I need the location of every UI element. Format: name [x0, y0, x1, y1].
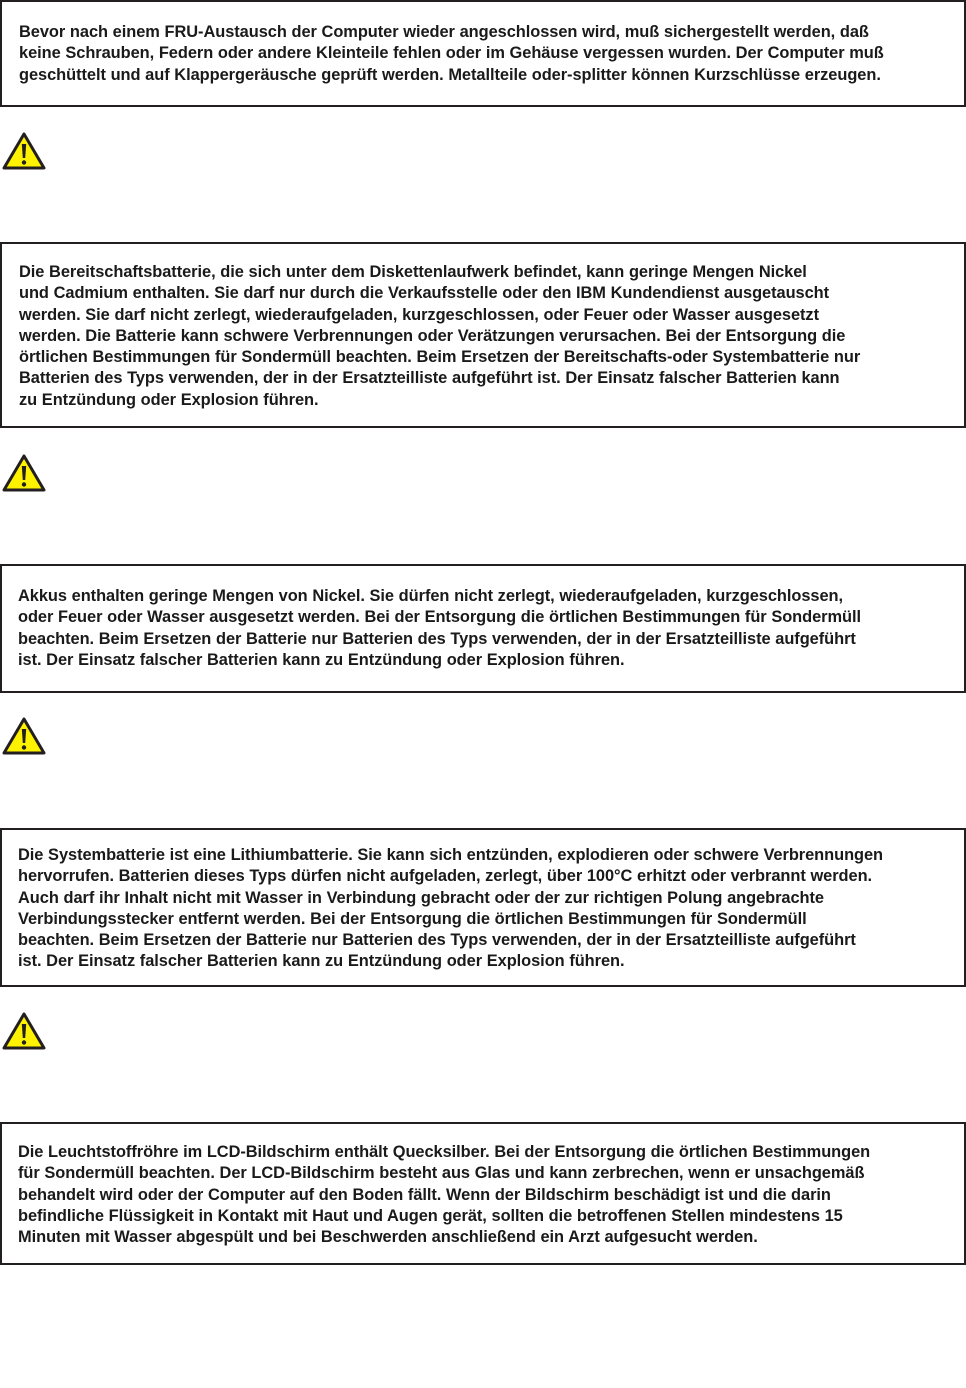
warning-triangle-icon — [2, 132, 46, 170]
warning-triangle-icon — [2, 454, 46, 492]
notice-box-lithium-battery — [0, 828, 966, 987]
notice-box-standby-battery — [0, 242, 966, 428]
notice-text-nickel-akkus: Akkus enthalten geringe Mengen von Nickel. Sie dürfen nicht zerlegt, wiederaufgeladen, kurzgeschlossen, oder Feuer oder Wasser ausgesetzt werden. Bei der Entsorgung die örtlichen Bestimmungen für Sondermüll beachten. Beim Ersetzen der Batterie nur Batterien des Typs verwenden, der in der Ersatzteilliste aufgeführt ist. Der Einsatz falscher Batterien kann zu Entzündung oder Explosion führen. — [18, 587, 861, 669]
warning-triangle-icon — [2, 1012, 46, 1050]
notice-text-lithium-battery: Die Systembatterie ist eine Lithiumbatterie. Sie kann sich entzünden, explodieren oder schwere Verbrennungen hervorrufen. Batterien dieses Typs dürfen nicht aufgeladen, zerlegt, über 100°C erhitzt oder verbrannt werden. Auch darf ihr Inhalt nicht mit Wasser in Verbindung gebracht oder der zur richtigen Polung angebrachte Verbindungsstecker entfernt werden. Bei der Entsorgung die örtlichen Bestimmungen für Sondermüll beachten. Beim Ersetzen der Batterie nur Batterien des Typs verwenden, der in der Ersatzteilliste aufgeführt ist. Der Einsatz falscher Batterien kann zu Entzündung oder Explosion führen. — [18, 846, 884, 971]
notice-text-standby-battery: Die Bereitschaftsbatterie, die sich unter dem Diskettenlaufwerk befindet, kann geringe Mengen Nickel und Cadmium enthalten. Sie darf nur durch die Verkaufsstelle oder den IBM Kundendienst ausgetauscht werden. Sie darf nicht zerlegt, wiederaufgeladen, kurzgeschlossen, oder Feuer oder Wasser ausgesetzt werden. Die Batterie kann schwere Verbrennungen oder Verätzungen verursachen. Bei der Entsorgung die örtlichen Bestimmungen für Sondermüll beachten. Beim Ersetzen der Bereitschafts-oder Systembatterie nur Batterien des Typs verwenden, der in der Ersatzteilliste aufgeführt ist. Der Einsatz falscher Batterien kann zu Entzündung oder Explosion führen. — [19, 263, 861, 409]
notice-box-nickel-akkus — [0, 564, 966, 693]
notice-text-lcd-mercury: Die Leuchtstoffröhre im LCD-Bildschirm enthält Quecksilber. Bei der Entsorgung die örtlichen Bestimmungen für Sondermüll beachten. Der LCD-Bildschirm besteht aus Glas und kann zerbrechen, wenn er unsachgemäß behandelt wird oder der Computer auf den Boden fällt. Wenn der Bildschirm beschädigt ist und die darin befindliche Flüssigkeit in Kontakt mit Haut und Augen gerät, sollten die betroffenen Stellen mindestens 15 Minuten mit Wasser abgespült und bei Beschwerden anschließend ein Arzt aufgesucht werden. — [18, 1143, 871, 1247]
notice-box-fru-replacement — [0, 0, 966, 107]
notice-text-fru-replacement: Bevor nach einem FRU-Austausch der Computer wieder angeschlossen wird, muß sichergestellt werden, daß keine Schrauben, Federn oder andere Kleinteile fehlen oder im Gehäuse vergessen wurden. Der Computer muß geschüttelt und auf Klappergeräusche geprüft werden. Metallteile oder-splitter können Kurzschlüsse erzeugen. — [19, 23, 884, 84]
warning-triangle-icon — [2, 717, 46, 755]
notice-box-lcd-mercury — [0, 1122, 966, 1265]
